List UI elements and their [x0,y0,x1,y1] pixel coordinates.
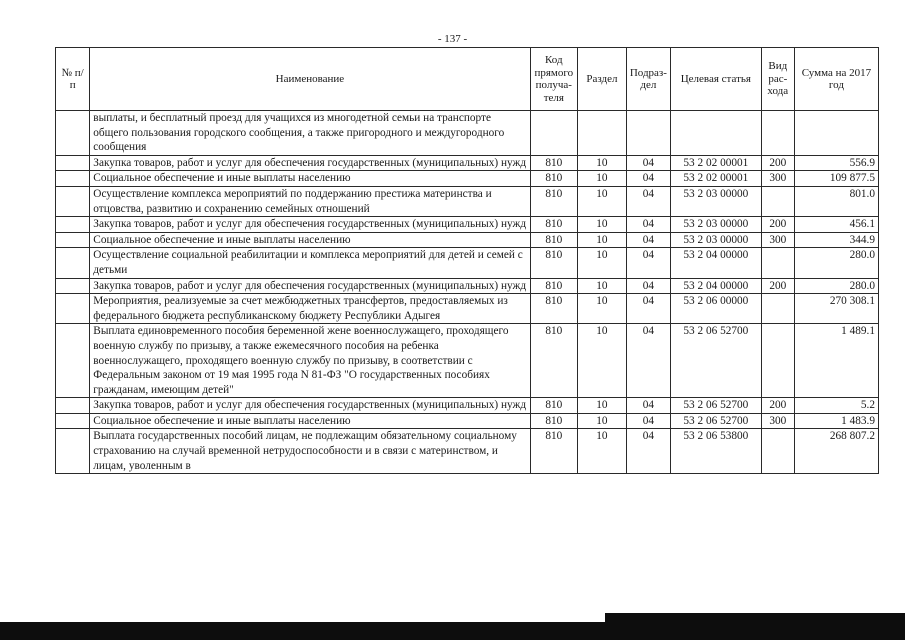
table-row [56,232,879,248]
cell-podrazdel: 04 [626,413,670,429]
cell-razdel: 10 [578,413,627,429]
cell-name: Закупка товаров, работ и услуг для обеспечения государственных (муниципальных) нужд [90,155,530,171]
table-row [56,429,879,474]
cell-sum: 268 807.2 [794,429,878,474]
cell-razdel: 10 [578,248,627,278]
cell-code: 810 [530,413,578,429]
cell-target: 53 2 03 00000 [671,217,762,233]
table-row [56,278,879,294]
cell-target: 53 2 04 00000 [671,248,762,278]
cell-razdel: 10 [578,217,627,233]
cell-target: 53 2 06 53800 [671,429,762,474]
cell-vid: 200 [761,155,794,171]
cell-num [56,398,90,414]
cell-code: 810 [530,155,578,171]
cell-podrazdel: 04 [626,155,670,171]
cell-name: Закупка товаров, работ и услуг для обеспечения государственных (муниципальных) нужд [90,278,530,294]
cell-code: 810 [530,324,578,398]
cell-razdel: 10 [578,232,627,248]
table-row [56,171,879,187]
header-target: Целевая статья [671,48,762,111]
cell-razdel: 10 [578,155,627,171]
cell-num [56,294,90,324]
cell-podrazdel: 04 [626,324,670,398]
cell-razdel: 10 [578,429,627,474]
cell-target [671,111,762,156]
cell-num [56,217,90,233]
cell-podrazdel: 04 [626,186,670,216]
cell-num [56,429,90,474]
cell-razdel [578,111,627,156]
cell-sum: 109 877.5 [794,171,878,187]
cell-vid: 300 [761,232,794,248]
header-code: Код прямого получа-теля [530,48,578,111]
cell-code: 810 [530,294,578,324]
cell-target: 53 2 06 52700 [671,398,762,414]
cell-vid [761,186,794,216]
cell-vid: 300 [761,413,794,429]
cell-code: 810 [530,232,578,248]
table-row [56,413,879,429]
cell-code: 810 [530,248,578,278]
cell-name: выплаты, и бесплатный проезд для учащихся из многодетной семьи на транспорте общего пользования городского сообщения, а также пригородного и междугородного сообщения [90,111,530,156]
cell-code: 810 [530,278,578,294]
header-razdel: Раздел [578,48,627,111]
table-row [56,111,879,156]
cell-name: Выплата государственных пособий лицам, не подлежащим обязательному социальному страхованию на случай временной нетрудоспособности и в связи с материнством, и лицам, уволенным в [90,429,530,474]
cell-sum: 344.9 [794,232,878,248]
cell-sum: 1 489.1 [794,324,878,398]
cell-num [56,278,90,294]
cell-vid: 200 [761,398,794,414]
cell-target: 53 2 02 00001 [671,155,762,171]
cell-num [56,248,90,278]
cell-num [56,111,90,156]
header-num: № п/п [56,48,90,111]
cell-num [56,171,90,187]
cell-podrazdel: 04 [626,429,670,474]
cell-target: 53 2 04 00000 [671,278,762,294]
cell-target: 53 2 03 00000 [671,232,762,248]
cell-sum: 1 483.9 [794,413,878,429]
header-podrazdel: Подраз-дел [626,48,670,111]
cell-podrazdel [626,111,670,156]
cell-sum: 280.0 [794,278,878,294]
cell-code: 810 [530,429,578,474]
cell-sum [794,111,878,156]
cell-num [56,232,90,248]
header-vid: Вид рас-хода [761,48,794,111]
cell-sum: 556.9 [794,155,878,171]
cell-razdel: 10 [578,294,627,324]
cell-sum: 456.1 [794,217,878,233]
cell-podrazdel: 04 [626,171,670,187]
cell-code: 810 [530,398,578,414]
cell-code: 810 [530,171,578,187]
cell-code [530,111,578,156]
cell-vid [761,111,794,156]
cell-name: Выплата единовременного пособия беременной жене военнослужащего, проходящего военную службу по призыву, а также ежемесячного пособия на ребенка военнослужащего, проходящего военную службу по призыву, в соответствии с Федеральным законом от 19 мая 1995 года N 81-ФЗ "О государственных пособиях гражданам, имеющим детей" [90,324,530,398]
header-sum: Сумма на 2017 год [794,48,878,111]
cell-target: 53 2 03 00000 [671,186,762,216]
cell-num [56,186,90,216]
cell-podrazdel: 04 [626,232,670,248]
cell-podrazdel: 04 [626,398,670,414]
cell-vid: 200 [761,278,794,294]
header-name: Наименование [90,48,530,111]
page-number: - 137 - [437,33,468,45]
cell-target: 53 2 06 52700 [671,324,762,398]
cell-vid: 200 [761,217,794,233]
cell-num [56,155,90,171]
cell-razdel: 10 [578,171,627,187]
cell-vid: 300 [761,171,794,187]
table-row [56,324,879,398]
table-row [56,398,879,414]
cell-target: 53 2 02 00001 [671,171,762,187]
cell-razdel: 10 [578,324,627,398]
cell-razdel: 10 [578,186,627,216]
cell-vid [761,429,794,474]
cell-name: Осуществление социальной реабилитации и комплекса мероприятий для детей и семей с детьми [90,248,530,278]
cell-target: 53 2 06 00000 [671,294,762,324]
cell-podrazdel: 04 [626,248,670,278]
cell-podrazdel: 04 [626,278,670,294]
budget-table [55,47,879,474]
cell-podrazdel: 04 [626,217,670,233]
cell-code: 810 [530,186,578,216]
cell-name: Мероприятия, реализуемые за счет межбюджетных трансфертов, предоставляемых из федерального бюджета республиканскому бюджету Республики Адыгея [90,294,530,324]
cell-vid [761,324,794,398]
cell-sum: 270 308.1 [794,294,878,324]
cell-name: Социальное обеспечение и иные выплаты населению [90,171,530,187]
cell-name: Закупка товаров, работ и услуг для обеспечения государственных (муниципальных) нужд [90,398,530,414]
cell-code: 810 [530,217,578,233]
scan-bottom-border [0,622,905,640]
cell-name: Осуществление комплекса мероприятий по поддержанию престижа материнства и отцовства, развитию и сохранению семейных отношений [90,186,530,216]
cell-razdel: 10 [578,398,627,414]
cell-razdel: 10 [578,278,627,294]
cell-sum: 801.0 [794,186,878,216]
cell-vid [761,294,794,324]
table-row [56,248,879,278]
cell-name: Закупка товаров, работ и услуг для обеспечения государственных (муниципальных) нужд [90,217,530,233]
cell-sum: 280.0 [794,248,878,278]
cell-num [56,413,90,429]
table-row [56,155,879,171]
cell-name: Социальное обеспечение и иные выплаты населению [90,413,530,429]
cell-vid [761,248,794,278]
cell-name: Социальное обеспечение и иные выплаты населению [90,232,530,248]
cell-target: 53 2 06 52700 [671,413,762,429]
header-row [56,48,879,111]
table-row [56,294,879,324]
cell-podrazdel: 04 [626,294,670,324]
table-row [56,186,879,216]
cell-num [56,324,90,398]
table-body [56,111,879,474]
cell-sum: 5.2 [794,398,878,414]
table-row [56,217,879,233]
